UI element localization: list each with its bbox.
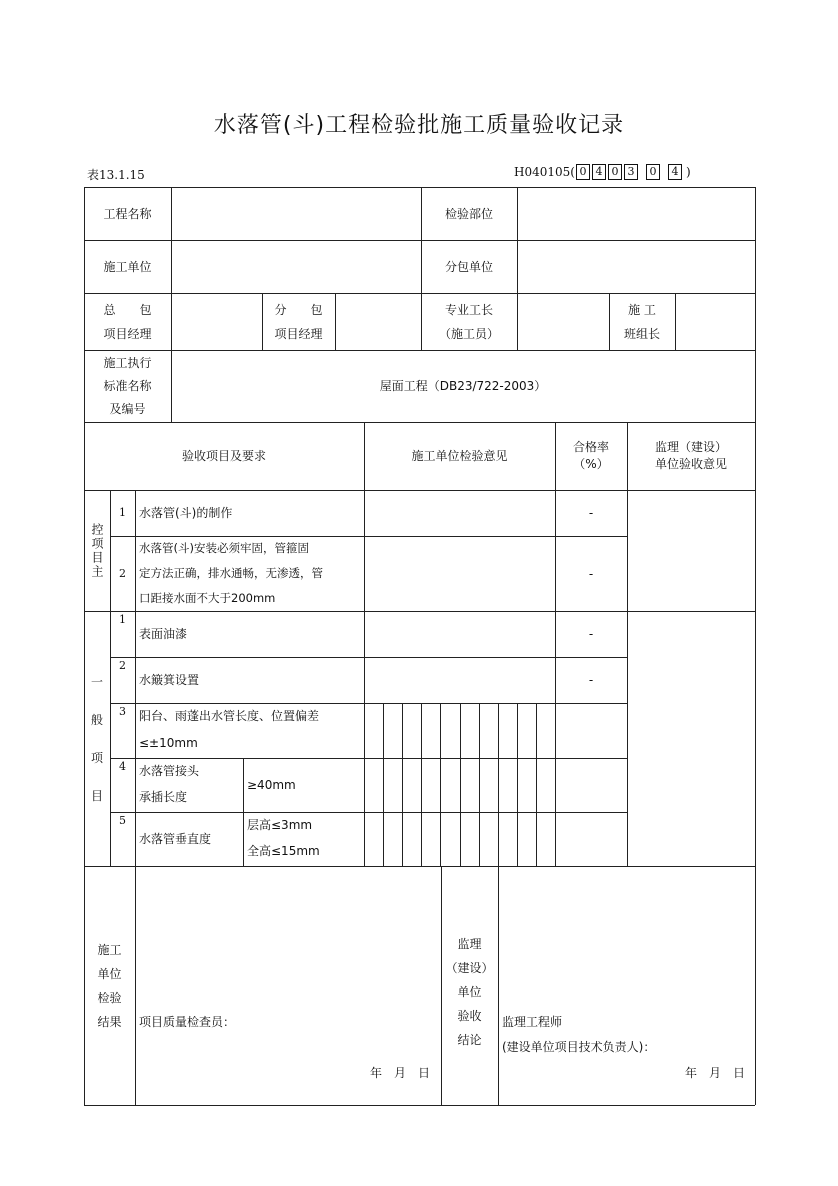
supervisor-date: 年 月 日	[685, 1066, 746, 1080]
item-text-line: 承插长度	[139, 790, 188, 804]
code-box[interactable]: 4	[592, 164, 606, 180]
pass-rate-line: （%）	[573, 457, 609, 471]
pass-rate-line: 合格率	[572, 440, 609, 454]
contractor-result-line: 单位	[97, 966, 122, 981]
inspection-part-field[interactable]	[517, 187, 755, 240]
general-group-char: 一	[90, 674, 103, 689]
pass-rate-value: -	[588, 566, 594, 581]
item-requirement	[243, 812, 364, 866]
general-pm-label-line: 项目经理	[103, 326, 152, 341]
page-title: 水落管(斗)工程检验批施工质量验收记录	[213, 113, 625, 138]
supervisor-conclusion-line: 单位	[457, 985, 482, 999]
item-text: 水落管垂直度	[139, 832, 212, 846]
contractor-result-line: 施工	[97, 942, 122, 957]
code-box[interactable]: 0	[608, 164, 622, 180]
item-requirement-line: 全高≤15mm	[247, 844, 320, 858]
foreman-field[interactable]	[517, 293, 609, 350]
item-text: 水落管(斗)的制作	[139, 506, 233, 520]
foreman-label-line: （施工员）	[438, 326, 499, 341]
item-number: 5	[119, 814, 126, 827]
standard-label-line: 及编号	[109, 401, 146, 416]
project-name-field[interactable]	[171, 187, 421, 240]
item-text: 表面油漆	[139, 627, 188, 641]
standard-label	[84, 350, 171, 422]
code-prefix: H040105(	[514, 165, 575, 179]
code-box[interactable]: 3	[624, 164, 638, 180]
sub-pm-label	[262, 293, 335, 350]
general-pm-label	[84, 293, 171, 350]
sub-pm-field[interactable]	[335, 293, 421, 350]
contractor-result-line: 检验	[97, 990, 122, 1005]
item-number: 4	[119, 760, 126, 773]
code-box[interactable]: 4	[668, 164, 682, 180]
supervisor-conclusion-line: 验收	[457, 1009, 482, 1023]
team-leader-label-line: 班组长	[623, 326, 660, 341]
standard-value: 屋面工程（DB23/722-2003）	[379, 379, 547, 393]
foreman-label	[421, 293, 517, 350]
owner-tech-lead-label: (建设单位项目技术负责人)：	[502, 1040, 656, 1054]
inspection-part-label: 检验部位	[444, 206, 493, 221]
construction-unit-field[interactable]	[171, 240, 421, 293]
supervisor-opinion-field[interactable]	[627, 611, 755, 866]
general-pm-field[interactable]	[171, 293, 262, 350]
standard-label-line: 施工执行	[103, 355, 152, 370]
main-control-group-text: 控项目主	[90, 522, 104, 579]
item-text-line: ≤±10mm	[139, 736, 198, 750]
foreman-label-line: 专业工长	[444, 302, 493, 317]
item-text	[135, 703, 364, 758]
sub-pm-label-line: 项目经理	[274, 326, 323, 341]
item-text	[135, 536, 364, 611]
form-code	[514, 164, 691, 180]
pass-rate-field[interactable]	[555, 703, 627, 866]
subcontract-unit-field[interactable]	[517, 240, 755, 293]
item-text: 水簸箕设置	[139, 673, 200, 687]
standard-label-line: 标准名称	[103, 378, 152, 393]
code-box[interactable]: 0	[576, 164, 590, 180]
team-leader-label-line: 施 工	[628, 302, 656, 317]
main-control-group-label	[84, 490, 110, 611]
item-text-line: 阳台、雨蓬出水管长度、位置偏差	[139, 709, 320, 723]
supervisor-conclusion-label	[441, 866, 498, 1105]
contractor-date: 年 月 日	[370, 1066, 431, 1080]
pass-rate-value: -	[588, 627, 594, 641]
code-box[interactable]: 0	[646, 164, 660, 180]
contractor-opinion-field[interactable]	[364, 611, 555, 657]
supervisor-conclusion-line: 结论	[457, 1033, 482, 1047]
contractor-opinion-field[interactable]	[364, 657, 555, 703]
item-text	[135, 758, 243, 812]
column-header-contractor-opinion: 施工单位检验意见	[411, 449, 508, 463]
item-number: 1	[119, 506, 126, 519]
supervisor-line: 单位验收意见	[654, 457, 727, 471]
general-group-char: 项	[90, 750, 103, 765]
general-pm-label-line: 总 包	[103, 302, 152, 317]
contractor-result-line: 结果	[97, 1014, 122, 1029]
item-requirement: ≥40mm	[247, 778, 296, 792]
sub-pm-label-line: 分 包	[274, 302, 323, 317]
item-number: 3	[119, 705, 126, 718]
contractor-result-label	[84, 866, 135, 1105]
supervisor-conclusion-line: 监理	[457, 937, 482, 951]
supervisor-line: 监理（建设）	[654, 440, 727, 454]
supervisor-conclusion-line: （建设）	[445, 961, 494, 975]
project-name-label: 工程名称	[103, 206, 152, 221]
subcontract-unit-label: 分包单位	[444, 259, 493, 274]
item-text-line: 水落管(斗)安装必须牢固，管箍固	[139, 541, 309, 555]
item-number: 2	[119, 659, 126, 672]
pass-rate-value: -	[588, 673, 594, 687]
pass-rate-value: -	[588, 506, 594, 520]
item-text-line: 水落管接头	[139, 764, 200, 778]
supervising-engineer-label: 监理工程师	[502, 1015, 563, 1029]
item-number: 1	[119, 613, 126, 626]
code-suffix: )	[685, 165, 691, 179]
general-group-label	[84, 611, 110, 866]
construction-unit-label: 施工单位	[103, 259, 152, 274]
column-header-supervisor	[627, 422, 755, 490]
team-leader-label	[609, 293, 675, 350]
general-group-char: 目	[90, 788, 103, 803]
contractor-opinion-field[interactable]	[364, 490, 555, 536]
column-header-items: 验收项目及要求	[181, 449, 266, 463]
item-text-line: 口距接水面不大于200mm	[139, 591, 276, 605]
item-requirement-line: 层高≤3mm	[247, 818, 313, 832]
column-header-pass-rate	[555, 422, 627, 490]
item-text-line: 定方法正确，排水通畅，无渗透，管	[139, 566, 323, 580]
quality-inspector-label: 项目质量检查员：	[139, 1015, 236, 1029]
contractor-opinion-field[interactable]	[364, 536, 555, 611]
team-leader-field[interactable]	[675, 293, 755, 350]
general-group-char: 般	[90, 712, 103, 727]
measurement-cells[interactable]	[364, 703, 555, 866]
table-number: 表13.1.15	[87, 168, 145, 182]
item-number: 2	[119, 566, 126, 580]
supervisor-opinion-field[interactable]	[627, 490, 755, 611]
